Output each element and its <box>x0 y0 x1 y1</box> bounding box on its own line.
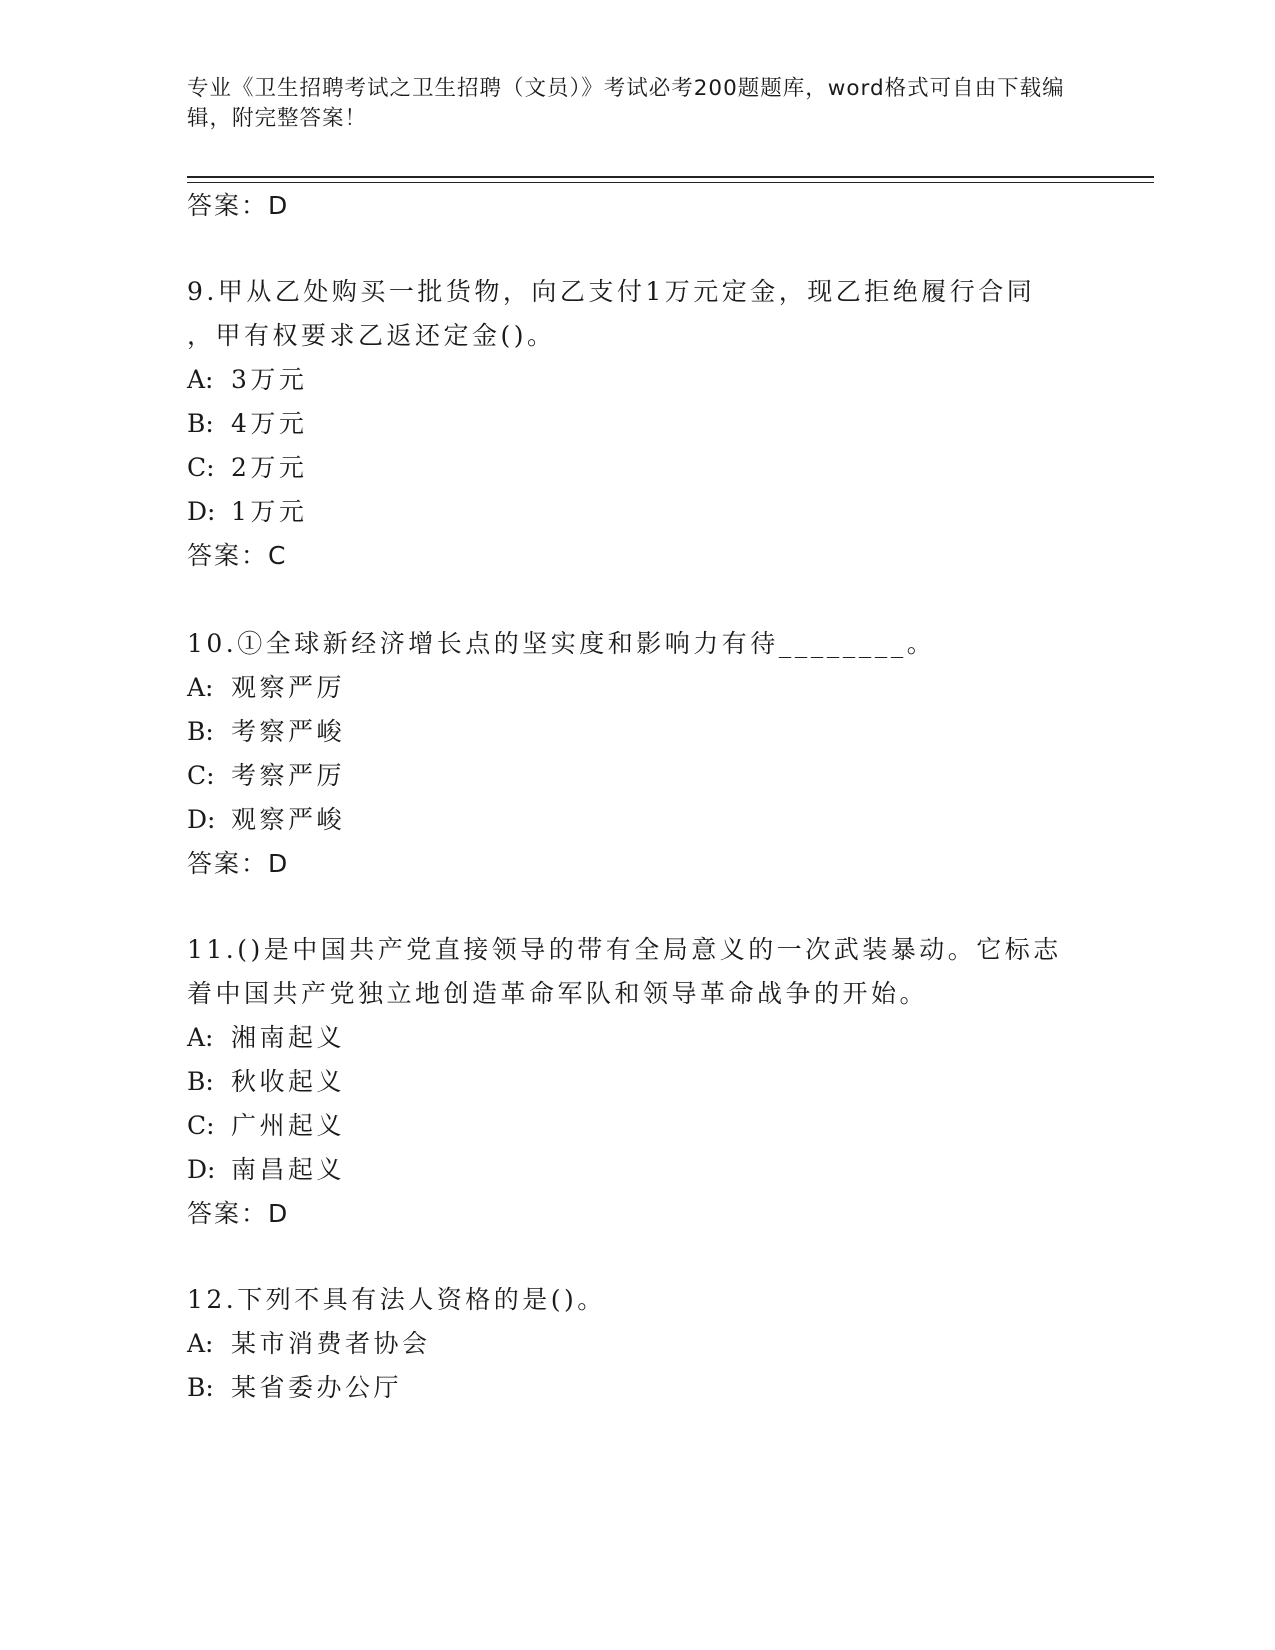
q9-option-c <box>187 452 307 484</box>
q10-answer: 答案：D <box>187 849 290 878</box>
q9-stem-line1: 9.甲从乙处购买一批货物，向乙支付1万元定金，现乙拒绝履行合同 <box>187 277 1036 306</box>
option-text: 南昌起义 <box>231 1155 346 1184</box>
option-label: D: <box>187 805 216 834</box>
option-text: 某市消费者协会 <box>231 1329 431 1358</box>
option-label: B: <box>187 717 214 746</box>
q10-option-c <box>187 760 345 792</box>
option-label: A: <box>187 673 214 702</box>
q11-stem-line2: 着中国共产党独立地创造革命军队和领导革命战争的开始。 <box>187 979 929 1008</box>
q11-option-c <box>187 1110 345 1142</box>
option-text: 观察严厉 <box>231 673 346 702</box>
option-text: 观察严峻 <box>231 805 346 834</box>
option-label: A: <box>187 1023 214 1052</box>
option-label: C: <box>187 1111 215 1140</box>
q9-option-a <box>187 364 307 396</box>
option-label: B: <box>187 1067 214 1096</box>
option-label: D: <box>187 1155 216 1184</box>
q10-option-b <box>187 716 345 748</box>
option-text: 1万元 <box>231 497 308 526</box>
option-text: 2万元 <box>231 453 308 482</box>
q12-option-b <box>187 1372 402 1404</box>
q12-stem-line1: 12.下列不具有法人资格的是()。 <box>187 1285 606 1314</box>
q9-option-d <box>187 496 307 528</box>
option-label: A: <box>187 365 214 394</box>
option-text: 广州起义 <box>231 1111 346 1140</box>
q11-option-a <box>187 1022 345 1054</box>
option-text: 考察严峻 <box>231 717 346 746</box>
header-rule-thin <box>187 182 1154 183</box>
header-rule-thick <box>187 176 1154 178</box>
option-text: 某省委办公厅 <box>231 1373 403 1402</box>
document-header: 专业《卫生招聘考试之卫生招聘（文员）》考试必考200题题库，word格式可自由下载编辑，附完整答案！ <box>187 76 1065 131</box>
q11-stem-line1: 11.()是中国共产党直接领导的带有全局意义的一次武装暴动。它标志 <box>187 935 1062 964</box>
q11-answer: 答案：D <box>187 1199 290 1228</box>
option-label: C: <box>187 761 215 790</box>
option-text: 4万元 <box>231 409 308 438</box>
option-label: B: <box>187 1373 214 1402</box>
option-text: 秋收起义 <box>231 1067 346 1096</box>
q9-answer: 答案：C <box>187 541 288 570</box>
option-label: B: <box>187 409 214 438</box>
q12-option-a <box>187 1328 431 1360</box>
q9-stem-line2: ，甲有权要求乙返还定金()。 <box>187 321 556 350</box>
q11-option-d <box>187 1154 345 1186</box>
q11-option-b <box>187 1066 345 1098</box>
q10-stem-line1: 10.①全球新经济增长点的坚实度和影响力有待________。 <box>187 629 936 658</box>
q10-option-d <box>187 804 345 836</box>
option-text: 考察严厉 <box>231 761 346 790</box>
answer-prev: 答案：D <box>187 191 290 220</box>
option-text: 3万元 <box>231 365 308 394</box>
q9-option-b <box>187 408 307 440</box>
option-label: D: <box>187 497 216 526</box>
q10-option-a <box>187 672 345 704</box>
option-label: A: <box>187 1329 214 1358</box>
option-text: 湘南起义 <box>231 1023 346 1052</box>
option-label: C: <box>187 453 215 482</box>
